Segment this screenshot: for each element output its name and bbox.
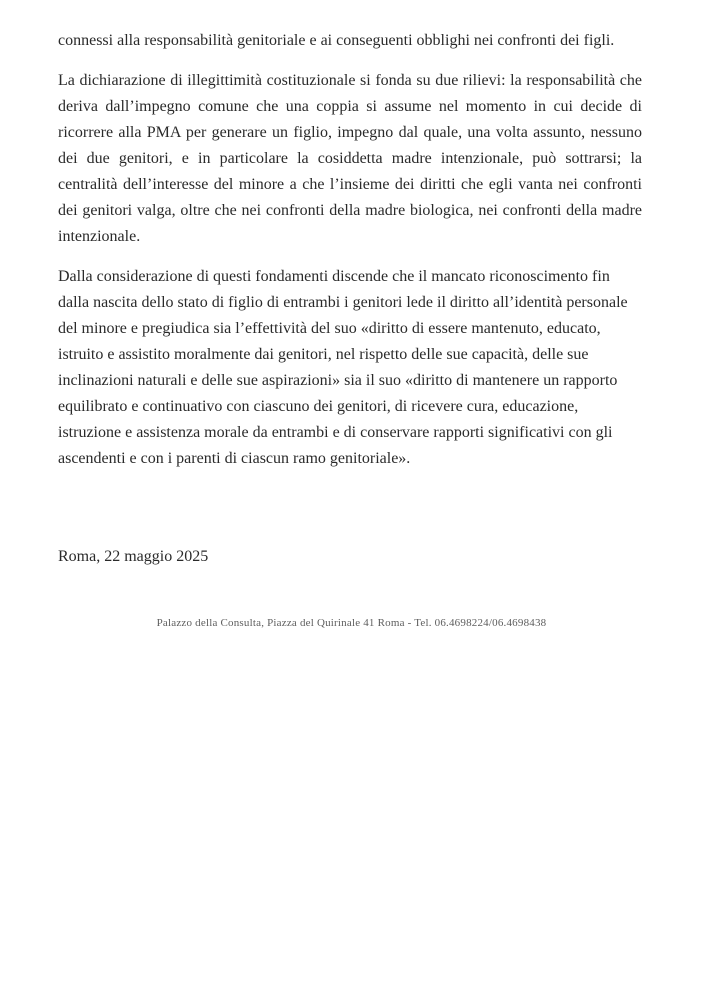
address-footer: Palazzo della Consulta, Piazza del Quirinale 41 Roma - Tel. 06.4698224/06.4698438 (156, 617, 547, 629)
document-body (58, 28, 642, 486)
paragraph-continuation: connessi alla responsabilità genitoriale e ai conseguenti obblighi nei confronti dei figli. (58, 32, 615, 49)
date-line: Roma, 22 maggio 2025 (58, 548, 209, 565)
paragraph-declaration: La dichiarazione di illegittimità costituzionale si fonda su due rilievi: la responsabilità che deriva dall’impegno comune che una coppia si assume nel momento in cui decide di ricorrere alla PMA per generare un figlio, impegno dal quale, una volta assunto, nessuno dei due genitori, e in particolare la cosiddetta madre intenzionale, può sottrarsi; la centralità dell’interesse del minore a che l’insieme dei diritti che egli vanta nei confronti dei genitori valga, oltre che nei confronti della madre biologica, nei confronti della madre intenzionale. (58, 72, 642, 245)
paragraph-consequences: Dalla considerazione di questi fondamenti discende che il mancato riconoscimento fin dalla nascita dello stato di figlio di entrambi i genitori lede il diritto all’identità personale del minore e pregiudica sia l’effettività del suo «diritto di essere mantenuto, educato, istruito e assistito moralmente dai genitori, nel rispetto delle sue capacità, delle sue inclinazioni naturali e delle sue aspirazioni» sia il suo «diritto di mantenere un rapporto equilibrato e continuativo con ciascuno dei genitori, di ricevere cura, educazione, istruzione e assistenza morale da entrambi e di conservare rapporti significativi con gli ascendenti e con i parenti di ciascun ramo genitoriale». (58, 268, 628, 467)
